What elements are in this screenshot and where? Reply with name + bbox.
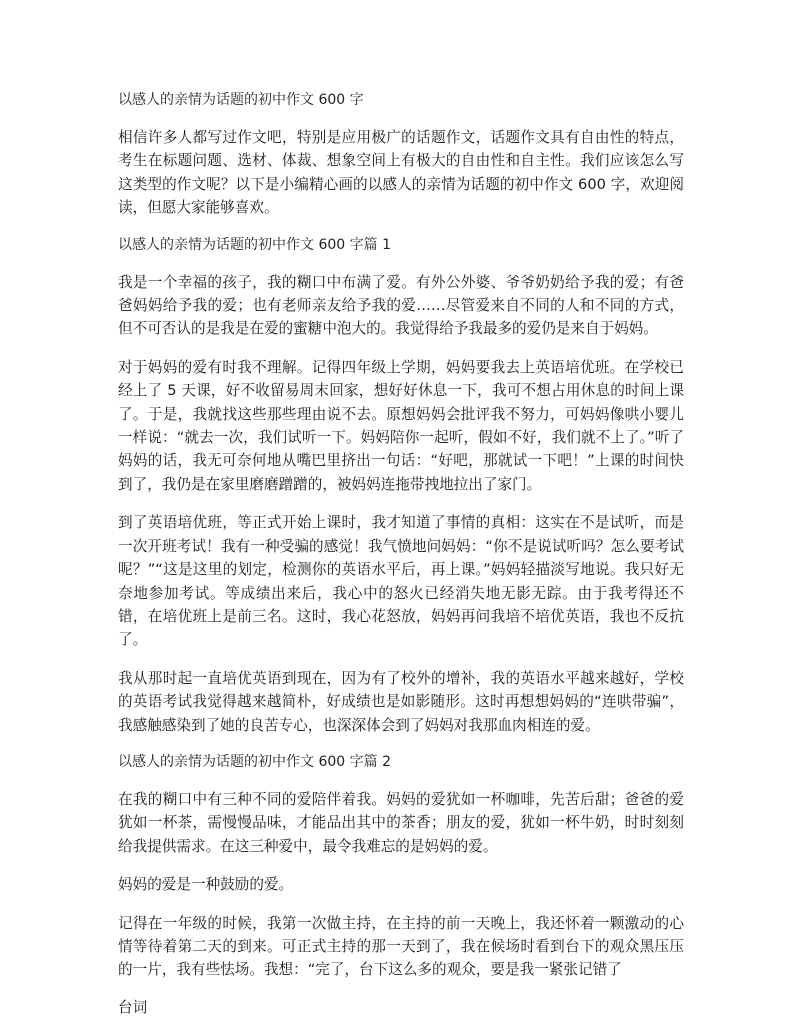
document-title: 以感人的亲情为话题的初中作文 600 字 bbox=[118, 92, 364, 108]
article-1-paragraph-1: 我是一个幸福的孩子，我的糊口中布满了爱。有外公外婆、爷爷奶奶给予我的爱；有爸爸妈妈给予我的爱；也有老师亲友给予我的爱……尽管爱来自不同的人和不同的方式，但不可否认的是我是在爱的蜜糖中泡大的。我觉得给予我最多的爱仍是来自于妈妈。 bbox=[118, 273, 684, 338]
article-2-paragraph-1: 在我的糊口中有三种不同的爱陪伴着我。妈妈的爱犹如一杯咖啡，先苦后甜；爸爸的爱犹如一杯茶，需慢慢品味，才能品出其中的茶香；朋友的爱，犹如一杯牛奶，时时刻刻给我提供需求。在这三种爱中，最令我难忘的是妈妈的爱。 bbox=[118, 790, 684, 855]
article-1-paragraph-4: 我从那时起一直培优英语到现在，因为有了校外的增补，我的英语水平越来越好，学校的英语考试我觉得越来越简朴，好成绩也是如影随形。这时再想想妈妈的“连哄带骗”，我感触感染到了她的良苦专心，也深深体会到了妈妈对我那血肉相连的爱。 bbox=[118, 669, 684, 734]
article-2-paragraph-2: 妈妈的爱是一种鼓励的爱。 bbox=[118, 876, 294, 894]
document-page bbox=[118, 90, 684, 1019]
article-2-trailing-text: 台词 bbox=[118, 998, 148, 1016]
article-2-heading: 以感人的亲情为话题的初中作文 600 字篇 2 bbox=[118, 753, 391, 770]
article-1-heading: 以感人的亲情为话题的初中作文 600 字篇 1 bbox=[118, 236, 391, 253]
article-1-paragraph-3: 到了英语培优班，等正式开始上课时，我才知道了事情的真相：这实在不是试听，而是一次开班考试！我有一种受骗的感觉！我气愤地问妈妈：“你不是说试听吗？怎么要考试呢？”“这是这里的划定，检测你的英语水平后，再上课。”妈妈轻描淡写地说。我只好无奈地参加考试。等成绩出来后，我心中的怒火已经消失地无影无踪。由于我考得还不错，在培优班上是前三名。这时，我心花怒放，妈妈再问我培不培优英语，我也不反抗了。 bbox=[118, 514, 684, 649]
intro-paragraph: 相信许多人都写过作文吧，特别是应用极广的话题作文，话题作文具有自由性的特点，考生在标题问题、选材、体裁、想象空间上有极大的自由性和自主性。我们应该怎么写这类型的作文呢？以下是小编精心画的以感人的亲情为话题的初中作文 600 字，欢迎阅读，但愿大家能够喜欢。 bbox=[118, 129, 684, 217]
article-2-paragraph-3: 记得在一年级的时候，我第一次做主持，在主持的前一天晚上，我还怀着一颗激动的心情等待着第二天的到来。可正式主持的那一天到了，我在候场时看到台下的观众黑压压的一片，我有些怯场。我想：“完了，台下这么多的观众，要是我一紧张记错了 bbox=[118, 914, 684, 979]
article-1-paragraph-2: 对于妈妈的爱有时我不理解。记得四年级上学期，妈妈要我去上英语培优班。在学校已经上了 5 天课，好不收留易周末回家，想好好休息一下，我可不想占用休息的时间上课了。于是，我就找这些那些理由说不去。原想妈妈会批评我不努力，可妈妈像哄小婴儿一样说：“就去一次，我们试听一下。妈妈陪你一起听，假如不好，我们就不上了。”听了妈妈的话，我无可奈何地从嘴巴里挤出一句话：“好吧，那就试一下吧！”上课的时间快到了，我仍是在家里磨磨蹭蹭的，被妈妈连拖带拽地拉出了家门。 bbox=[118, 358, 684, 493]
